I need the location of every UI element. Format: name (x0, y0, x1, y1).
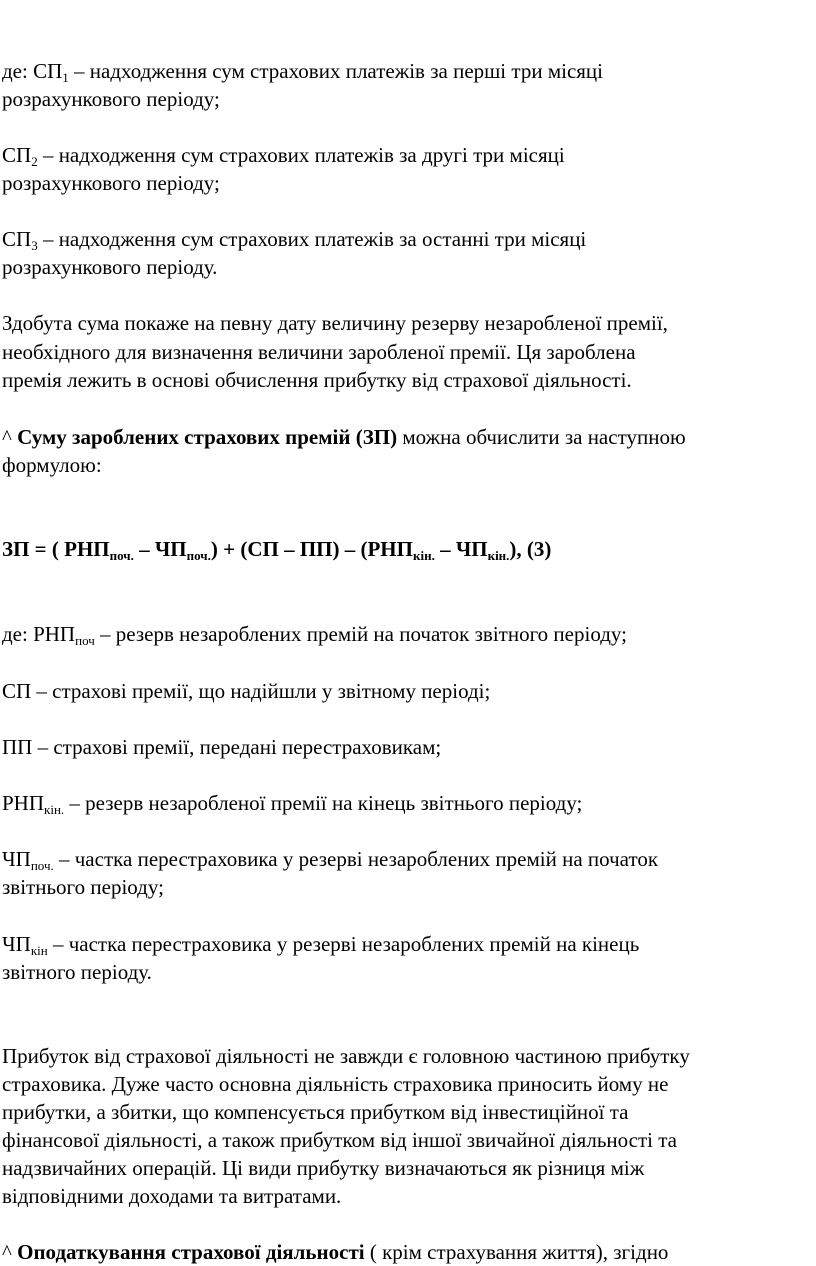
formula-sub-2: поч. (186, 548, 211, 563)
definition-sp1-text: – надходження сум страхових платежів за перші три місяці (68, 59, 603, 83)
earned-premiums-intro (2, 424, 686, 451)
definition-chp-start-symbol: ЧП (2, 847, 31, 871)
taxation-term: Оподаткування страхової діяльності (17, 1240, 365, 1264)
definition-chp-end-continuation: звітного періоду. (2, 960, 152, 984)
definition-chp-start-subscript: поч. (30, 858, 54, 873)
formula-sub-3: кін. (412, 548, 435, 563)
definition-sp2-subscript: 2 (31, 154, 38, 169)
paragraph1-line1: Здобута сума покаже на певну дату величину резерву незаробленої премії, (2, 311, 668, 335)
earned-premiums-term: Суму зароблених страхових премій (ЗП) (17, 425, 398, 449)
definition-chp-end-text: – частка перестраховика у резерві незароблених премій на кінець (47, 932, 640, 956)
formula-sub-4: кін. (487, 548, 510, 563)
definition-rnp-end (2, 790, 582, 817)
taxation-intro (2, 1239, 668, 1266)
formula-3 (2, 536, 551, 563)
paragraph2-line3: прибутки, а збитки, що компенсується прибутком від інвестиційної та (2, 1100, 629, 1124)
definition-sp1-continuation: розрахункового періоду; (2, 87, 220, 111)
definition-sp2 (2, 142, 565, 169)
paragraph2-line5: надзвичайних операцій. Ці види прибутку визначаються як різниця між (2, 1156, 645, 1180)
earned-premiums-intro-continuation: формулою: (2, 453, 102, 477)
definition-sp2-continuation: розрахункового періоду; (2, 171, 220, 195)
definition-pp: ПП – страхові премії, передані перестраховикам; (2, 735, 442, 759)
definition-rnp-end-symbol: РНП (2, 791, 45, 815)
definition-rnp-start-symbol: де: РНП (2, 622, 76, 646)
paragraph1-line2: необхідного для визначення величини заробленої премії. Ця зароблена (2, 340, 636, 364)
definition-sp1 (2, 58, 603, 85)
paragraph2-line1: Прибуток від страхової діяльності не завжди є головною частиною прибутку (2, 1044, 690, 1068)
definition-rnp-end-subscript: кін. (44, 802, 65, 817)
definition-rnp-start-text: – резерв незароблених премій на початок звітного періоду; (94, 622, 627, 646)
definition-chp-start (2, 846, 658, 873)
definition-rnp-end-text: – резерв незаробленої премії на кінець звітнього періоду; (64, 791, 583, 815)
formula-part-2: – ЧП (133, 537, 187, 561)
definition-sp2-text: – надходження сум страхових платежів за другі три місяці (37, 143, 565, 167)
paragraph2-line4: фінансової діяльності, а також прибутком від іншої звичайної діяльності та (2, 1128, 677, 1152)
definition-chp-start-text: – частка перестраховика у резерві незароблених премій на початок (53, 847, 659, 871)
definition-sp3-continuation: розрахункового періоду. (2, 255, 218, 279)
earned-premiums-text: можна обчислити за наступною (397, 425, 686, 449)
definition-sp: СП – страхові премії, що надійшли у звітному періоді; (2, 679, 491, 703)
formula-part-4: – ЧП (434, 537, 488, 561)
definition-sp3-subscript: 3 (31, 238, 38, 253)
formula-part-5: ), (3) (509, 537, 552, 561)
paragraph2-line6: відповідними доходами та витратами. (2, 1184, 342, 1208)
paragraph2-line2: страховика. Дуже часто основна діяльність страховика приносить йому не (2, 1072, 669, 1096)
definition-chp-end (2, 931, 639, 958)
formula-sub-1: поч. (109, 548, 134, 563)
definition-rnp-start-subscript: поч (75, 633, 95, 648)
definition-sp3 (2, 226, 586, 253)
definition-sp3-text: – надходження сум страхових платежів за останні три місяці (37, 227, 587, 251)
definition-chp-start-continuation: звітнього періоду; (2, 875, 164, 899)
definition-rnp-start (2, 621, 627, 648)
definition-sp2-symbol: СП (2, 143, 32, 167)
formula-part-3: ) + (СП – ПП) – (РНП (210, 537, 413, 561)
definition-sp1-subscript: 1 (62, 70, 69, 85)
paragraph1-line3: премія лежить в основі обчислення прибутку від страхової діяльності. (2, 368, 632, 392)
definition-sp1-symbol: де: СП (2, 59, 63, 83)
definition-chp-end-symbol: ЧП (2, 932, 31, 956)
caret-marker: ^ (2, 1240, 18, 1264)
formula-part-1: ЗП = ( РНП (2, 537, 110, 561)
definition-chp-end-subscript: кін (30, 943, 48, 958)
caret-marker: ^ (2, 425, 18, 449)
taxation-text: ( крім страхування життя), згідно (364, 1240, 669, 1264)
definition-sp3-symbol: СП (2, 227, 32, 251)
